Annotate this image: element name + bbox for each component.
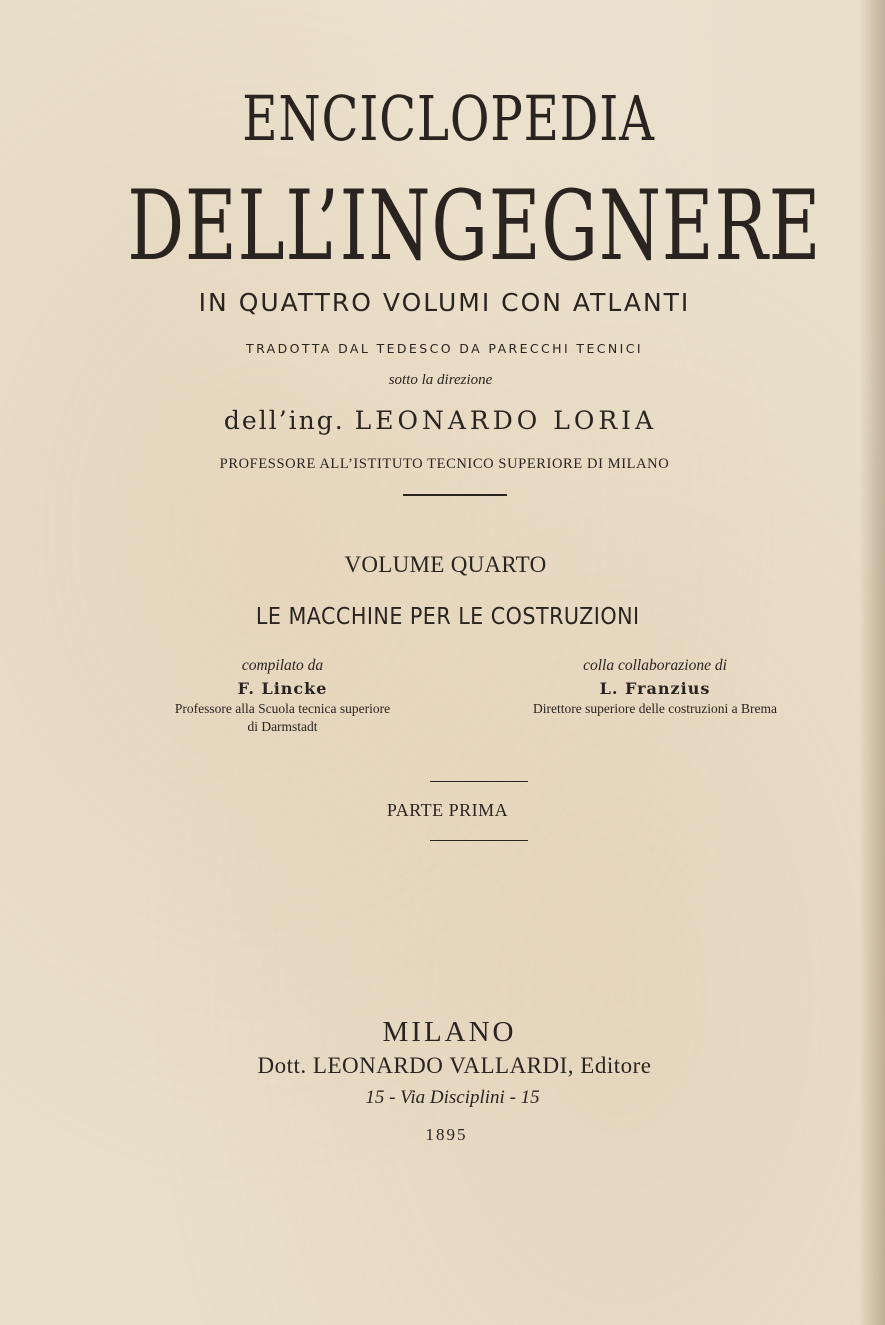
collaborator-affiliation: Direttore superiore delle costruzioni a Brema [532,701,778,716]
title-line-1: ENCICLOPEDIA [242,82,655,155]
collaborator-role: colla collaborazione di [583,657,727,674]
divider-rule [403,494,507,496]
collaborator-block [470,657,840,718]
imprint-address: 15 - Via Disciplini - 15 [365,1087,540,1108]
editor-name: LEONARDO LORIA [354,406,658,435]
editor-affiliation: PROFESSORE ALL’ISTITUTO TECNICO SUPERIORE DI MILANO [219,456,670,472]
volume-title: LE MACCHINE PER LE COSTRUZIONI [255,604,640,630]
volume-label: VOLUME QUARTO [344,552,547,577]
imprint-city: MILANO [382,1016,517,1048]
editor-prefix: dell’ing. [223,406,345,435]
subtitle: IN QUATTRO VOLUMI CON ATLANTI [198,288,691,317]
imprint-publisher: Dott. LEONARDO VALLARDI, Editore [257,1053,652,1078]
part-rule-top [430,781,528,782]
translation-note: TRADOTTA DAL TEDESCO DA PARECCHI TECNICI [246,341,643,356]
compiler-affiliation-line1: Professore alla Scuola tecnica superiore [174,701,391,716]
editor-line [0,406,883,435]
imprint-year: 1895 [425,1125,468,1144]
part-label: PARTE PRIMA [386,800,509,820]
title-line-2: DELL’INGEGNERE [127,170,822,282]
compiler-block [110,657,455,736]
compiler-role: compilato da [241,657,324,674]
compiler-name: F. Lincke [237,679,328,698]
direction-note: sotto la direzione [388,372,493,388]
collaborator-name: L. Franzius [599,679,711,698]
part-rule-bottom [430,840,528,841]
compiler-affiliation-line2: di Darmstadt [247,719,318,734]
